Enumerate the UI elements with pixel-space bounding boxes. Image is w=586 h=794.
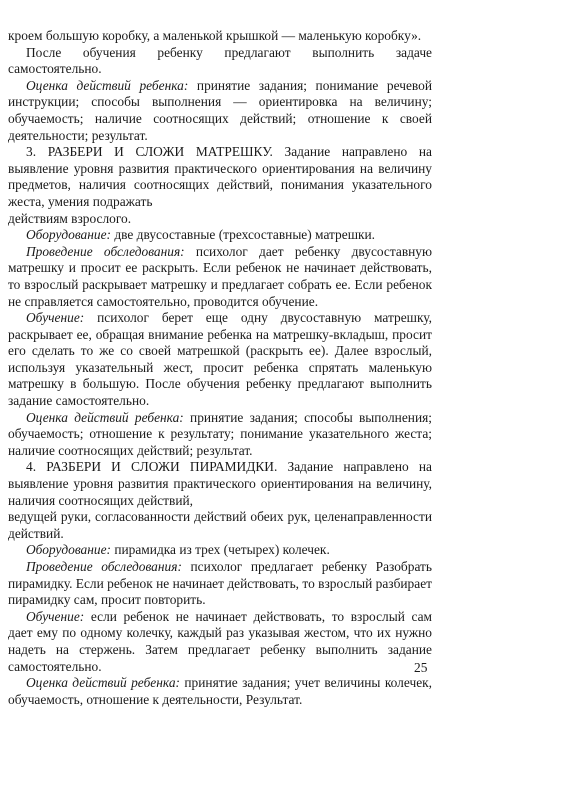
label-assessment: Оценка действий ребенка: [26,77,189,93]
label-equipment: Оборудование: [26,227,111,243]
text-line: психолог дает ребенку двусоставную матрешку и просит ее раскрыть. Если ребенок не начинает действовать, то взрослый раскрывает матрешку и предлагает собрать ее. Если ребенок не справляется самостоятельно, проводится обучение. [8,243,433,309]
label-training: Обучение: [26,608,85,624]
label-assessment: Оценка действий ребенка: [26,675,180,691]
page-text [8,28,432,708]
paragraph-equipment-3 [8,227,432,244]
text-line: действиям взрослого. [8,210,132,226]
label-procedure: Проведение обследования: [26,559,182,574]
text-line: После обучения ребенку предлагают выполнить задачe самостоятельно. [8,44,432,77]
paragraph-equipment-4 [8,542,432,559]
section-4-heading-tail [8,509,432,542]
text-line: принятие задания; понимание речевой инструкции; способы выполнения — ориентировка на величину; обучаемость; наличие соотносящих действий; отношение к своей деятельности; результат. [8,77,432,143]
paragraph-procedure-4 [8,559,432,609]
text-line: . Задание направлено на выявление уровня развития практического ориентирования на величину, наличия соотносящих действий, [8,459,433,508]
paragraph-continuation [8,28,432,45]
section-3-heading-tail [8,211,432,228]
section-number: 3. [26,144,48,160]
section-4-heading-paragraph [8,459,432,509]
section-3-heading-paragraph [8,144,432,210]
section-title: РАЗБЕРИ И СЛОЖИ МАТРЕШКУ [47,144,270,160]
paragraph-training-4 [8,609,432,675]
text-line: психолог берет еще одну двусоставную матрешку, раскрывает ее, обращая внимание ребенка на матрешку-вкладыш, просит его сделать то же со своей матрешкой (раскрыть ее). Далее взрослый, используя указательный жест, просит ребенка спрятать маленькую матрешку в большую. После обучения ребенку предлагают выполнить задание самостоятельно. [8,310,432,409]
text-line: принятие задания; учет величины колечек, обучаемость, отношение к деятельности, Результат. [8,675,432,707]
text-line: психолог предлагает ребенку Разобрать пирамидку. Если ребенок не начинает действовать, то взрослый разбирает пирамидку сам, просит повторить. [8,559,433,608]
label-equipment: Оборудование: [26,542,111,558]
page-number: 25 [414,660,428,675]
paragraph-procedure-3 [8,244,432,310]
paragraph-self-task [8,45,432,78]
text-line: ведущей руки, согласованности действий обеих рук, целенаправленности действий. [8,509,432,541]
paragraph-training-3 [8,310,432,410]
label-assessment: Оценка действий ребенка: [26,409,184,425]
text-line: кроем большую коробку, а маленькой крышкой — маленькую коробку». [8,28,422,43]
text-line: пирамидка из трех (четырех) колечек. [110,542,330,558]
text-line: принятие задания; способы выполнения; обучаемость; отношение к результату; понимание указательного жеста; наличие соотносящих действий; результат. [8,409,432,458]
label-procedure: Проведение обследования: [26,243,185,259]
section-title: РАЗБЕРИ И СЛОЖИ ПИРАМИДКИ [46,459,274,475]
paragraph-assessment-3 [8,410,432,460]
label-training: Обучение: [26,310,85,326]
text-line: если ребенок не начинает действовать, то взрослый сам дает ему по одному колечку, каждый раз указывая жестом, что их нужно надеть на стержень. Затем предлагает ребенку выполнить задание самостоятельно. [8,608,432,674]
paragraph-assessment-4 [8,675,432,708]
paragraph-assessment-1 [8,78,432,144]
text-line: две двусоставные (трехсоставные) матрешки. [110,227,376,243]
text-line: . Задание направлено на выявление уровня развития практического ориентирования на величину предметов, наличия соотносящих действий, понимания указательного жеста, умения подражать [8,144,432,209]
section-number: 4. [26,459,47,475]
